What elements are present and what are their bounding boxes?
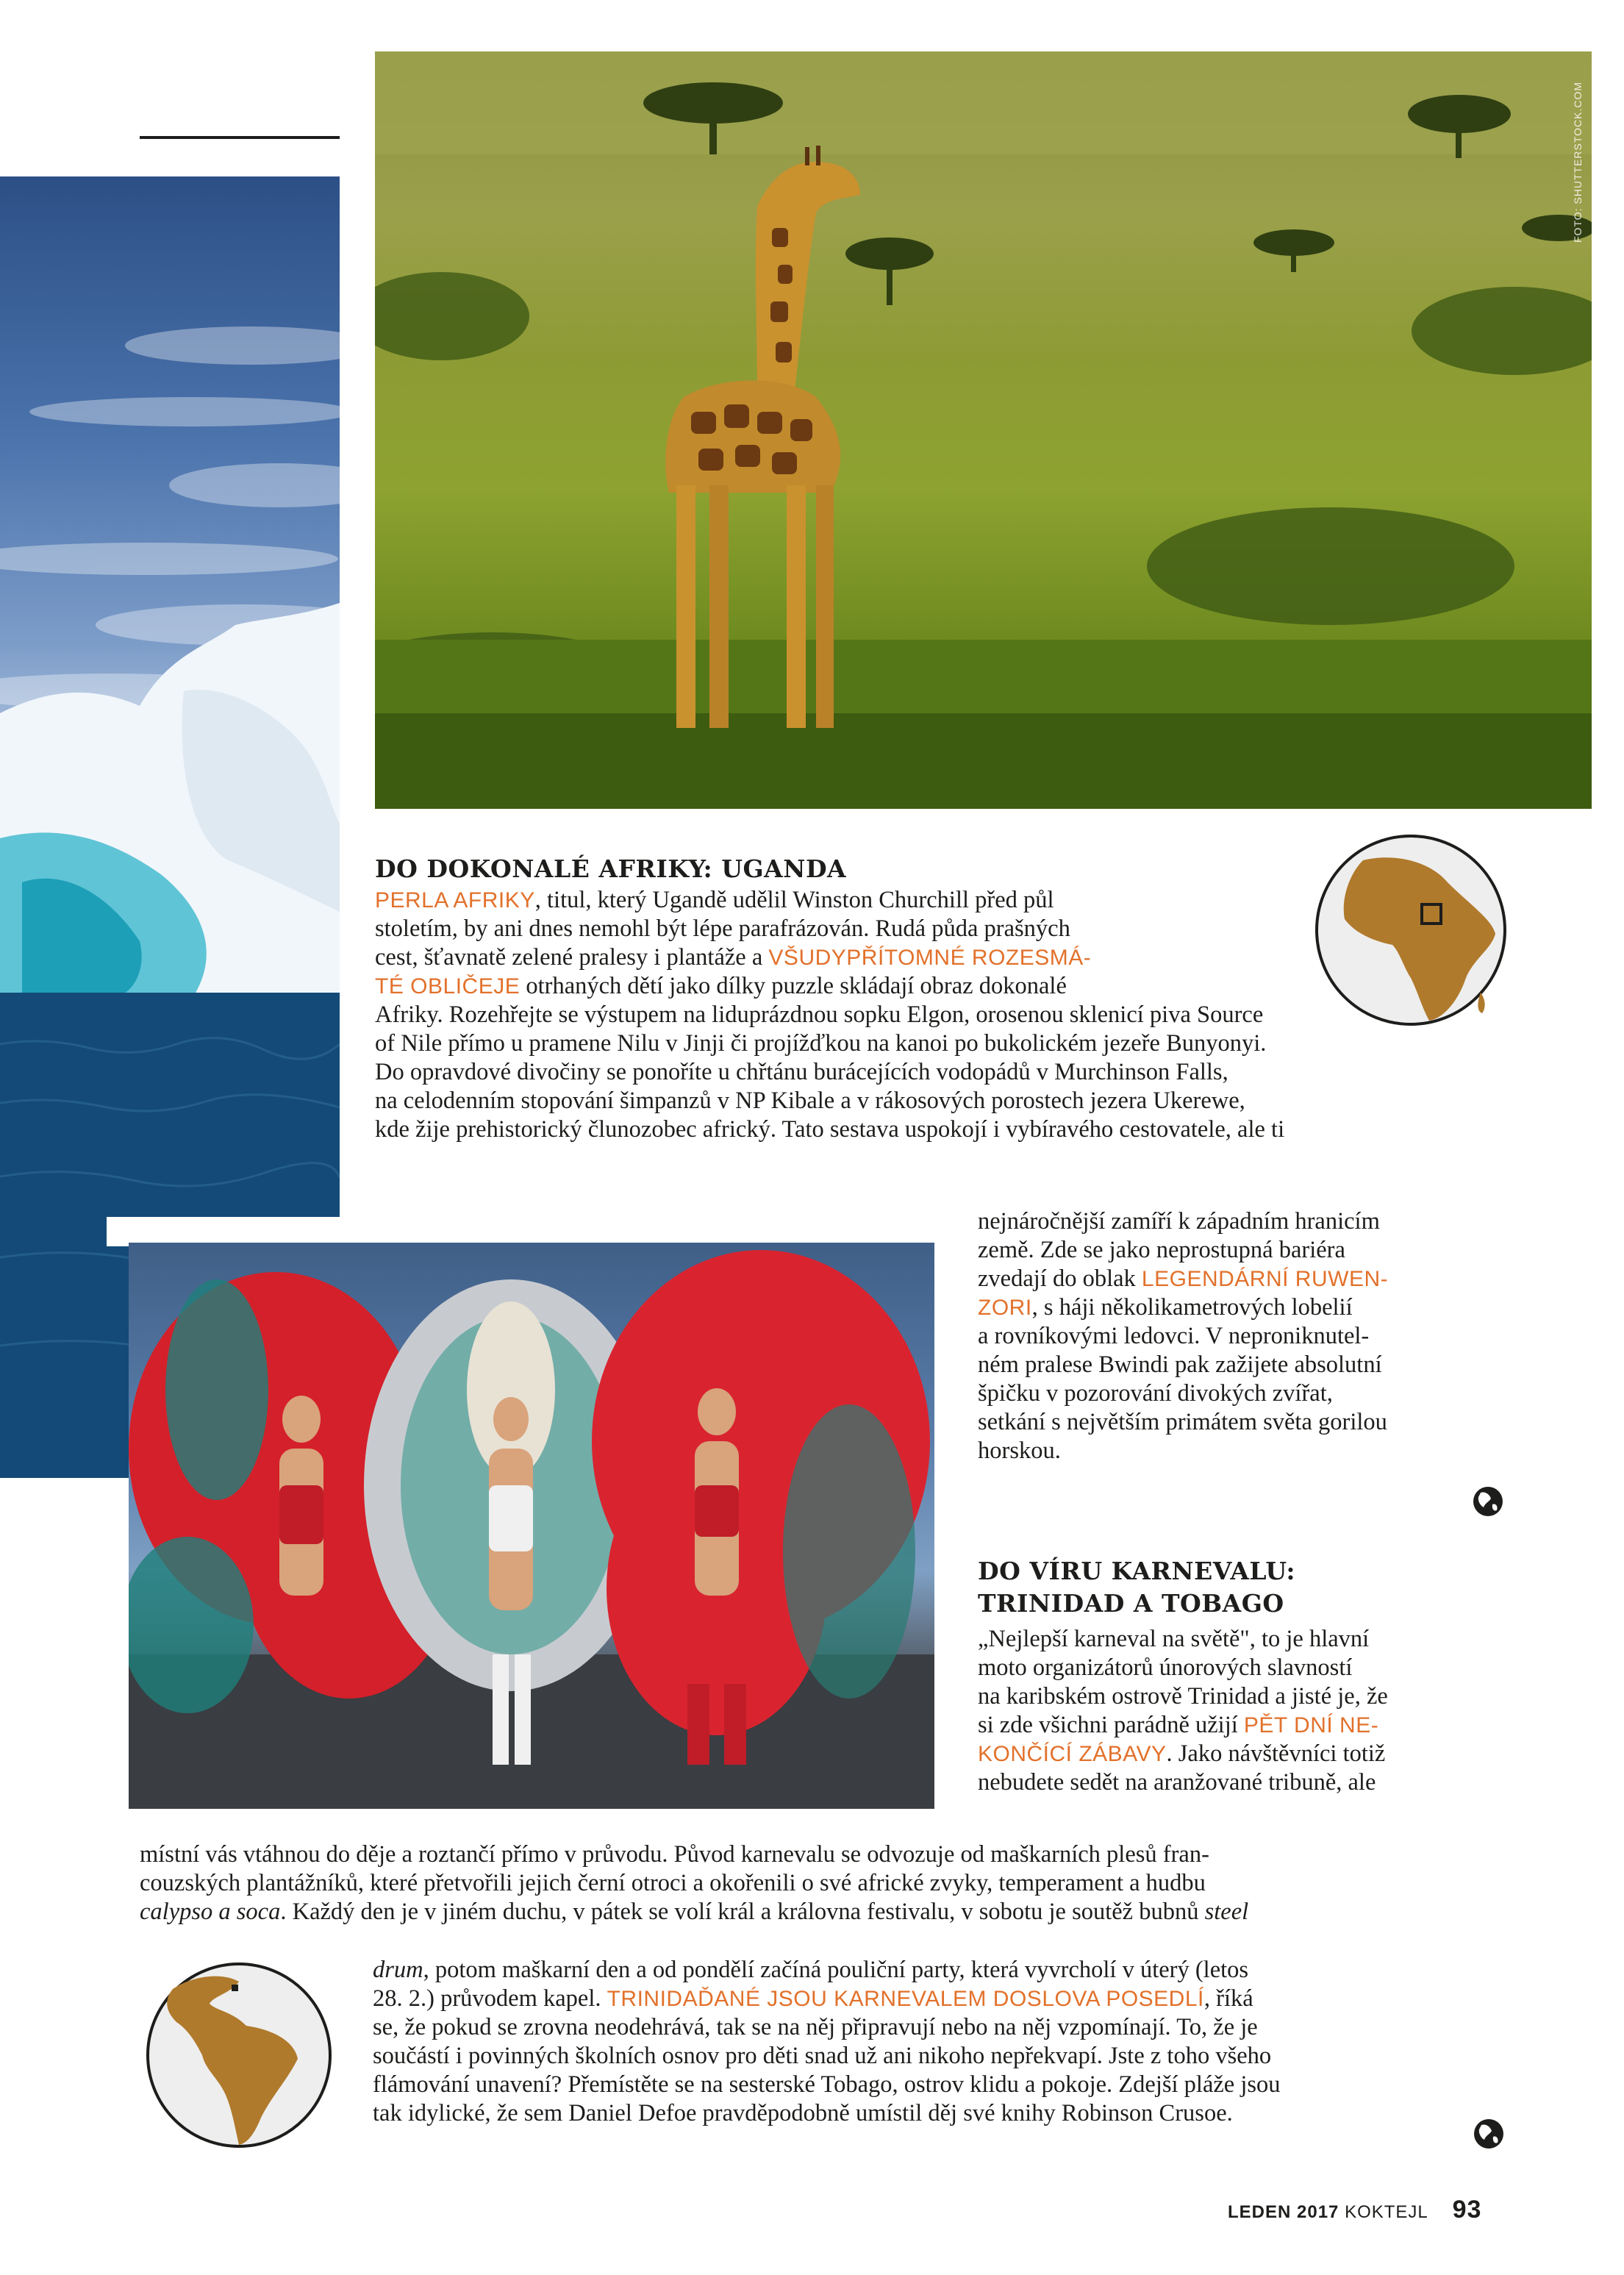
footer-magazine: KOKTEJL [1345, 2202, 1428, 2222]
trinidad-heading: DO VÍRU KARNEVALU: TRINIDAD A TOBAGO [978, 1557, 1296, 1618]
highlight-trinidadane: TRINIDAĎANÉ JSOU KARNEVALEM DOSLOVA POSEDLÍ [607, 1987, 1204, 2011]
uganda-body-column: nejnáročnější zamíří k západním hranicím země. Zde se jako neprostupná bariéra zvedají do oblak LEGENDÁRNÍ RUWEN- ZORI, s háji několikametrových lobelií a rovníkovými ledovci. V neproniknutel- ném pralese Bwindi pak zažijete absolutní špičku v pozorování divokých zvířat, setkání s největším primátem světa gorilou horskou. [978, 1208, 1389, 1464]
highlight-pet-dni: PĚT DNÍ NE- [1243, 1713, 1379, 1738]
globe-africa-icon [1312, 831, 1510, 1033]
carnival-photo [129, 1243, 934, 1809]
highlight-perla-afriky: PERLA AFRIKY [375, 888, 535, 913]
globe-south-america-icon [143, 1960, 335, 2154]
footer-issue: LEDEN 2017 [1228, 2202, 1339, 2222]
end-globe-icon [1473, 2118, 1505, 2154]
giraffe-photo [375, 51, 1592, 809]
trinidad-body-column: „Nejlepší karneval na světě", to je hlavní moto organizátorů únorových slavností na karibském ostrově Trinidad a jisté je, že si zde všichni parádně užijí PĚT DNÍ NE- KONČÍCÍ ZÁBAVY. Jako návštěvníci totiž nebudete sedět na aranžované tribuně, ale [978, 1626, 1388, 1796]
highlight-ruwenzori: LEGENDÁRNÍ RUWEN- [1141, 1267, 1389, 1291]
trinidad-body-wide: místní vás vtáhnou do děje a roztančí přímo v průvodu. Původ karnevalu se odvozuje od maškarních plesů fran- couzských plantážníků, které přetvořili jejich černí otroci a okořenili o své africké zvyky, temperament a hudbu calypso a soca. Každý den je v jiném duchu, v pátek se volí král a královna festivalu, v sobotu je soutěž bubnů steel [140, 1841, 1249, 1925]
image-text-gap [107, 1217, 357, 1246]
highlight-obliceje: TÉ OBLIČEJE [375, 974, 521, 999]
end-globe-icon [1472, 1485, 1504, 1521]
trinidad-body-narrow: drum, potom maškarní den a od pondělí začíná pouliční party, která vyvrcholí v úterý (letos 28. 2.) průvodem kapel. TRINIDAĎANÉ JSOU KARNEVALEM DOSLOVA POSEDLÍ, říká se, že pokud se zrovna neodehrává, tak se na něj připravují nebo na něj vzpomínají. To, že je součástí i povinných školních osnov pro děti snad už ani nikoho nepřekvapí. Jste z toho všeho flámování unavení? Přemístěte se na sesterské Tobago, ostrov klidu a pokoje. Zdejší pláže jsou tak idylické, že sem Daniel Defoe pravděpodobně umístil děj své knihy Robinson Crusoe. [373, 1957, 1281, 2126]
highlight-vsudyprítomne: VŠUDYPŘÍTOMNÉ ROZESMÁ- [768, 946, 1092, 970]
photo-credit: FOTO: SHUTTERSTOCK.COM [1572, 81, 1584, 243]
top-rule [140, 136, 340, 139]
page-number: 93 [1452, 2196, 1482, 2224]
uganda-body: PERLA AFRIKY, titul, který Ugandě udělil Winston Churchill před půl stoletím, by ani dnes nemohl být lépe parafrázován. Rudá půda prašných cest, šťavnatě zelené pralesy i plantáže a VŠUDYPŘÍTOMNÉ ROZESMÁ- TÉ OBLIČEJE otrhaných dětí jako dílky puzzle skládají obraz dokonalé Afriky. Rozehřejte se výstupem na liduprázdnou sopku Elgon, orosenou sklenicí piva Source of Nile přímo u pramene Nilu v Jinji či projížďkou na kanoi po bukolickém jezeře Bunyonyi. Do opravdové divočiny se ponoříte u chřtánu burácejících vodopádů v Murchinson Falls, na celodenním stopování šimpanzů v NP Kibale a v rákosových porostech jezera Ukerewe, kde žije prehistorický člunozobec africký. Tato sestava uspokojí i vybíravého cestovatele, ale ti [375, 887, 1285, 1143]
uganda-heading: DO DOKONALÉ AFRIKY: UGANDA [375, 854, 847, 883]
page-footer [1228, 2196, 1481, 2224]
